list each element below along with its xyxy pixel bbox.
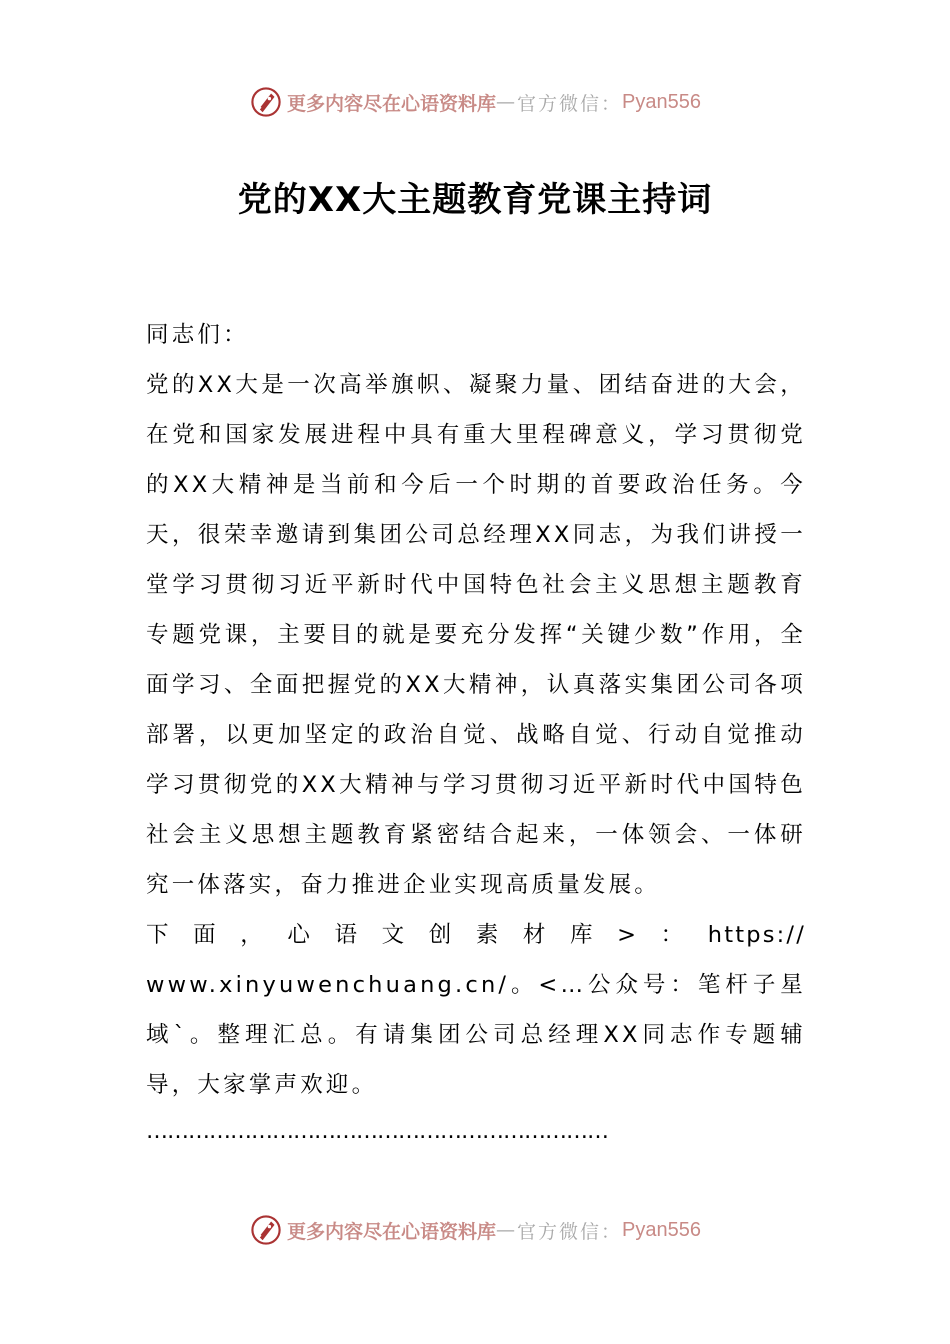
banner-site-name: 更多内容尽在心语资料库 (287, 92, 497, 115)
banner-dash: — (496, 1219, 518, 1241)
paragraph-next-a: 下面，心语文创素材库>：https:// (146, 922, 806, 948)
banner-wechat-label: 官方微信： (517, 1220, 623, 1243)
pen-nib-logo-icon (249, 1213, 283, 1247)
banner-dash: — (496, 91, 518, 113)
footer-banner (0, 1210, 950, 1250)
document-title: 党的XX大主题教育党课主持词 (237, 180, 713, 220)
banner-site-name: 更多内容尽在心语资料库 (287, 1220, 497, 1243)
banner-wechat-label: 官方微信： (517, 92, 623, 115)
banner-wechat-id: Pyan556 (622, 1218, 701, 1241)
banner-wechat-id: Pyan556 (622, 90, 701, 113)
document-body (146, 310, 806, 1110)
header-banner (0, 82, 950, 122)
paragraph-next-b: www.xinyuwenchuang.cn/。<…公众号：笔杆子星域`。整理汇总。有请集团公司总经理XX同志作专题辅导，大家掌声欢迎。 (146, 972, 806, 1098)
ellipsis-separator: ………………………………………………………… (146, 1119, 608, 1144)
pen-nib-logo-icon (249, 85, 283, 119)
paragraph-intro: 党的XX大是一次高举旗帜、凝聚力量、团结奋进的大会，在党和国家发展进程中具有重大里程碑意义，学习贯彻党的XX大精神是当前和今后一个时期的首要政治任务。今天，很荣幸邀请到集团公司总经理XX同志，为我们讲授一堂学习贯彻习近平新时代中国特色社会主义思想主题教育专题党课，主要目的就是要充分发挥“关键少数”作用，全面学习、全面把握党的XX大精神，认真落实集团公司各项部署，以更加坚定的政治自觉、战略自觉、行动自觉推动学习贯彻党的XX大精神与学习贯彻习近平新时代中国特色社会主义思想主题教育紧密结合起来，一体领会、一体研究一体落实，奋力推进企业实现高质量发展。 (146, 372, 806, 898)
greeting: 同志们： (146, 322, 249, 348)
